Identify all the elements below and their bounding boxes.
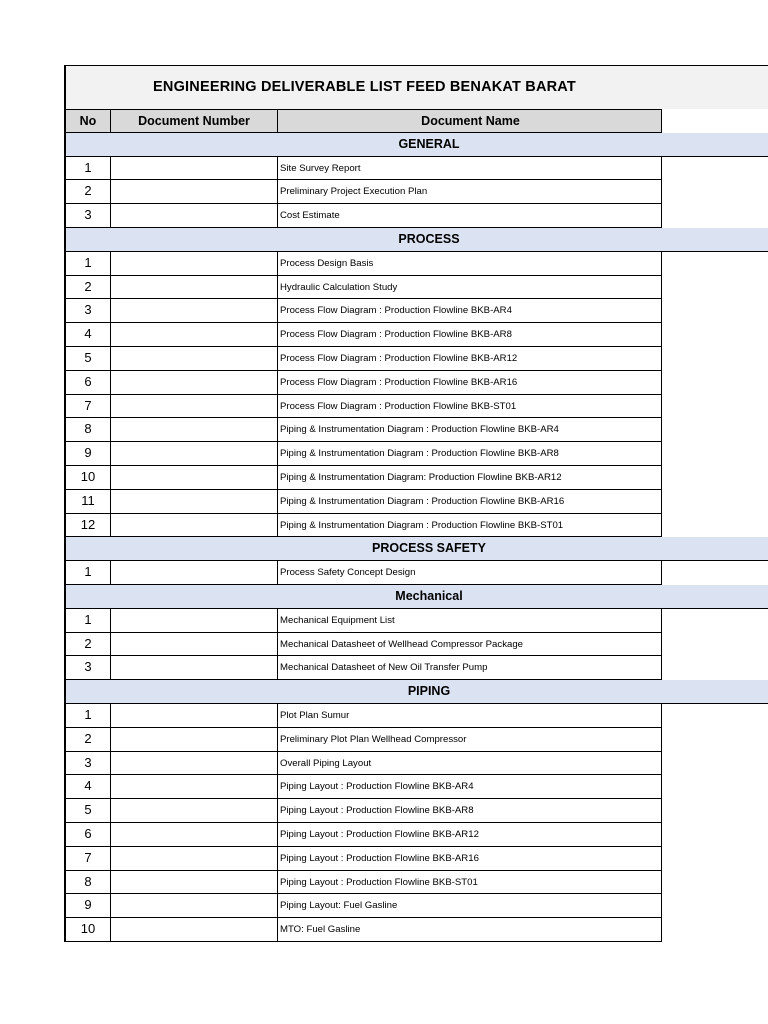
cell-document-number (111, 799, 278, 823)
cell-no: 10 (64, 918, 111, 942)
cell-document-number (111, 633, 278, 657)
table-row (64, 894, 768, 918)
cell-no: 1 (64, 704, 111, 728)
cell-no: 9 (64, 894, 111, 918)
cell-no: 3 (64, 204, 111, 228)
cell-document-name: Process Flow Diagram : Production Flowline BKB-AR12 (278, 347, 662, 371)
cell-document-name: Mechanical Equipment List (278, 609, 662, 633)
cell-no: 3 (64, 656, 111, 680)
section-header-process (64, 228, 768, 252)
cell-document-name: Piping & Instrumentation Diagram : Production Flowline BKB-AR8 (278, 442, 662, 466)
cell-no: 9 (64, 442, 111, 466)
cell-document-name: MTO: Fuel Gasline (278, 918, 662, 942)
table-body (64, 133, 768, 942)
section-title: PROCESS SAFETY (372, 541, 486, 556)
cell-no: 2 (64, 180, 111, 204)
cell-document-number (111, 276, 278, 300)
cell-document-name: Overall Piping Layout (278, 752, 662, 776)
cell-document-name: Piping & Instrumentation Diagram: Production Flowline BKB-AR12 (278, 466, 662, 490)
cell-document-name: Mechanical Datasheet of New Oil Transfer Pump (278, 656, 662, 680)
cell-no: 8 (64, 871, 111, 895)
sheet-title: ENGINEERING DELIVERABLE LIST FEED BENAKAT BARAT (153, 79, 576, 95)
table-row (64, 252, 768, 276)
cell-document-number (111, 561, 278, 585)
section-title: PROCESS (398, 231, 460, 246)
cell-document-name: Preliminary Plot Plan Wellhead Compressor (278, 728, 662, 752)
table-row (64, 633, 768, 657)
table-row (64, 656, 768, 680)
cell-document-number (111, 918, 278, 942)
cell-document-name: Piping & Instrumentation Diagram : Production Flowline BKB-AR4 (278, 418, 662, 442)
cell-document-number (111, 347, 278, 371)
cell-document-name: Piping Layout : Production Flowline BKB-AR4 (278, 775, 662, 799)
section-title: GENERAL (398, 136, 460, 151)
cell-document-number (111, 204, 278, 228)
cell-document-number (111, 752, 278, 776)
deliverable-list-sheet (64, 65, 768, 942)
cell-document-name: Process Safety Concept Design (278, 561, 662, 585)
cell-no: 1 (64, 609, 111, 633)
title-row (64, 65, 768, 109)
table-row (64, 561, 768, 585)
cell-document-name: Piping Layout : Production Flowline BKB-ST01 (278, 871, 662, 895)
cell-document-number (111, 442, 278, 466)
cell-document-name: Piping & Instrumentation Diagram : Production Flowline BKB-AR16 (278, 490, 662, 514)
section-header-piping (64, 680, 768, 704)
cell-document-number (111, 418, 278, 442)
cell-no: 1 (64, 561, 111, 585)
cell-no: 2 (64, 728, 111, 752)
cell-document-number (111, 728, 278, 752)
cell-document-name: Cost Estimate (278, 204, 662, 228)
cell-no: 3 (64, 299, 111, 323)
cell-document-name: Site Survey Report (278, 157, 662, 181)
cell-no: 6 (64, 823, 111, 847)
cell-no: 5 (64, 347, 111, 371)
table-row (64, 704, 768, 728)
cell-document-number (111, 466, 278, 490)
cell-document-number (111, 775, 278, 799)
cell-document-name: Plot Plan Sumur (278, 704, 662, 728)
cell-document-number (111, 609, 278, 633)
cell-document-name: Piping Layout : Production Flowline BKB-AR8 (278, 799, 662, 823)
table-row (64, 775, 768, 799)
cell-document-name: Process Design Basis (278, 252, 662, 276)
table-row (64, 799, 768, 823)
section-title: Mechanical (395, 588, 463, 603)
cell-document-number (111, 847, 278, 871)
header-no: No (64, 109, 111, 133)
cell-no: 1 (64, 252, 111, 276)
cell-document-name: Piping Layout: Fuel Gasline (278, 894, 662, 918)
section-header-mechanical (64, 585, 768, 609)
cell-document-name: Piping Layout : Production Flowline BKB-AR16 (278, 847, 662, 871)
table-row (64, 514, 768, 538)
table-row (64, 871, 768, 895)
section-header-general (64, 133, 768, 157)
table-row (64, 204, 768, 228)
cell-document-name: Process Flow Diagram : Production Flowline BKB-AR8 (278, 323, 662, 347)
section-title: PIPING (407, 684, 451, 699)
cell-document-number (111, 299, 278, 323)
table-row (64, 466, 768, 490)
cell-no: 6 (64, 371, 111, 395)
table-row (64, 347, 768, 371)
cell-no: 1 (64, 157, 111, 181)
cell-document-number (111, 323, 278, 347)
cell-no: 12 (64, 514, 111, 538)
table-row (64, 847, 768, 871)
cell-no: 7 (64, 847, 111, 871)
table-row (64, 752, 768, 776)
table-row (64, 728, 768, 752)
cell-no: 8 (64, 418, 111, 442)
table-row (64, 157, 768, 181)
cell-document-name: Preliminary Project Execution Plan (278, 180, 662, 204)
cell-document-name: Piping & Instrumentation Diagram : Production Flowline BKB-ST01 (278, 514, 662, 538)
cell-no: 11 (64, 490, 111, 514)
cell-document-name: Process Flow Diagram : Production Flowline BKB-AR4 (278, 299, 662, 323)
cell-document-number (111, 395, 278, 419)
cell-no: 5 (64, 799, 111, 823)
section-header-process-safety (64, 537, 768, 561)
cell-no: 2 (64, 276, 111, 300)
table-row (64, 442, 768, 466)
cell-document-number (111, 656, 278, 680)
cell-no: 10 (64, 466, 111, 490)
table-row (64, 395, 768, 419)
cell-document-number (111, 371, 278, 395)
cell-document-number (111, 252, 278, 276)
cell-no: 3 (64, 752, 111, 776)
cell-document-name: Process Flow Diagram : Production Flowline BKB-AR16 (278, 371, 662, 395)
cell-document-name: Piping Layout : Production Flowline BKB-AR12 (278, 823, 662, 847)
cell-document-number (111, 871, 278, 895)
cell-document-number (111, 514, 278, 538)
cell-document-number (111, 490, 278, 514)
cell-document-number (111, 157, 278, 181)
cell-document-number (111, 823, 278, 847)
cell-no: 7 (64, 395, 111, 419)
header-document-name: Document Name (278, 109, 662, 133)
cell-no: 4 (64, 323, 111, 347)
table-row (64, 918, 768, 942)
table-row (64, 299, 768, 323)
table-row (64, 180, 768, 204)
header-document-number: Document Number (111, 109, 278, 133)
cell-document-number (111, 180, 278, 204)
cell-document-name: Hydraulic Calculation Study (278, 276, 662, 300)
table-row (64, 609, 768, 633)
cell-document-number (111, 704, 278, 728)
table-row (64, 490, 768, 514)
cell-no: 4 (64, 775, 111, 799)
table-row (64, 371, 768, 395)
cell-no: 2 (64, 633, 111, 657)
table-row (64, 418, 768, 442)
cell-document-name: Mechanical Datasheet of Wellhead Compressor Package (278, 633, 662, 657)
table-row (64, 323, 768, 347)
column-header-row (64, 109, 768, 133)
cell-document-number (111, 894, 278, 918)
table-row (64, 823, 768, 847)
table-row (64, 276, 768, 300)
cell-document-name: Process Flow Diagram : Production Flowline BKB-ST01 (278, 395, 662, 419)
